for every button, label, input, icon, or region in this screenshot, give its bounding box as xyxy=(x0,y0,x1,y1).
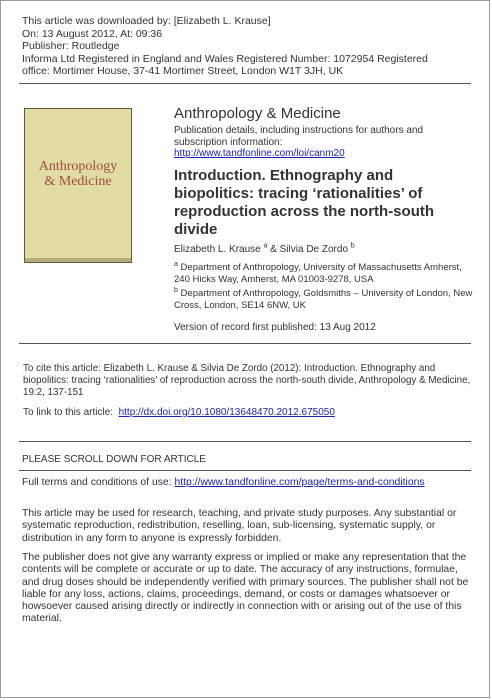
affiliation-a: $^a$ Department of Anthropology, University of Massachusetts Amherst, 240 Hicks Way, Amherst, MA 01003-9278, USA xyxy=(174,260,462,285)
journal-name: Anthropology & Medicine xyxy=(174,105,341,122)
article-title: Introduction. Ethnography and biopolitics: tracing ‘rationalities’ of reproduction across the north-south divide xyxy=(174,167,435,238)
doi-link[interactable]: http://dx.doi.org/10.1080/13648470.2012.675050 xyxy=(118,407,335,418)
usage-paragraph: This article may be used for research, teaching, and private study purposes. Any substantial or systematic reproduction, redistribution, reselling, loan, sub-licensing, systematic supply, or distribution in any form to anyone is expressly forbidden. xyxy=(22,508,457,544)
cover-bar xyxy=(25,258,131,262)
citation-text: To cite this article: Elizabeth L. Krause & Silvia De Zordo (2012): Introduction. Ethnography and biopolitics: tracing ‘rationalities’ of reproduction across the north-south divide, Anthropology & Medicine, 19:2, 137-151 xyxy=(23,363,471,398)
link-to-article: To link to this article: http://dx.doi.org/10.1080/13648470.2012.675050 xyxy=(23,407,335,418)
journal-cover-image xyxy=(24,108,132,263)
disclaimer-paragraph: The publisher does not give any warranty express or implied or make any representation that the contents will be complete or accurate or up to date. The accuracy of any instructions, formulae, and drug doses should be independently verified with primary sources. The publisher shall not be liable for any loss, actions, claims, proceedings, demand, or costs or damages whatsoever or howsoever caused arising directly or indirectly in connection with or arising out of the use of this material. xyxy=(22,552,469,625)
registered-line-1: Informa Ltd Registered in England and Wales Registered Number: 1072954 Registered xyxy=(22,52,428,65)
divider-terms xyxy=(19,470,471,471)
authors: Elizabeth L. Krause $^a$ & Silvia De Zordo $^b$ xyxy=(174,242,355,255)
terms-of-use: Full terms and conditions of use: http://www.tandfonline.com/page/terms-and-conditions xyxy=(22,477,425,488)
publication-details: Publication details, including instructions for authors and subscription information: http://www.tandfonline.com/loi/canm20 xyxy=(174,125,424,159)
divider-top xyxy=(19,83,471,84)
scroll-notice: PLEASE SCROLL DOWN FOR ARTICLE xyxy=(22,454,206,465)
cover-title: Anthropology & Medicine xyxy=(38,159,118,189)
downloaded-by: This article was downloaded by: [Elizabeth L. Krause] xyxy=(22,15,271,27)
publisher: Publisher: Routledge xyxy=(22,40,120,52)
divider-lower xyxy=(19,441,471,442)
journal-url-link[interactable]: http://www.tandfonline.com/loi/canm20 xyxy=(174,148,345,159)
author-1: Elizabeth L. Krause xyxy=(174,244,261,255)
terms-link[interactable]: http://www.tandfonline.com/page/terms-and-conditions xyxy=(174,477,425,488)
download-header xyxy=(22,15,472,78)
download-date: On: 13 August 2012, At: 09:36 xyxy=(22,27,163,40)
author-2: Silvia De Zordo xyxy=(279,244,348,255)
registered-line-2: office: Mortimer House, 37-41 Mortimer Street, London W1T 3JH, UK xyxy=(22,65,344,77)
version-of-record: Version of record first published: 13 Aug 2012 xyxy=(174,322,376,333)
divider-middle xyxy=(19,343,471,344)
affiliation-b: $^b$ Department of Anthropology, Goldsmiths – University of London, New Cross, London, SE14 6NW, UK xyxy=(174,286,473,311)
